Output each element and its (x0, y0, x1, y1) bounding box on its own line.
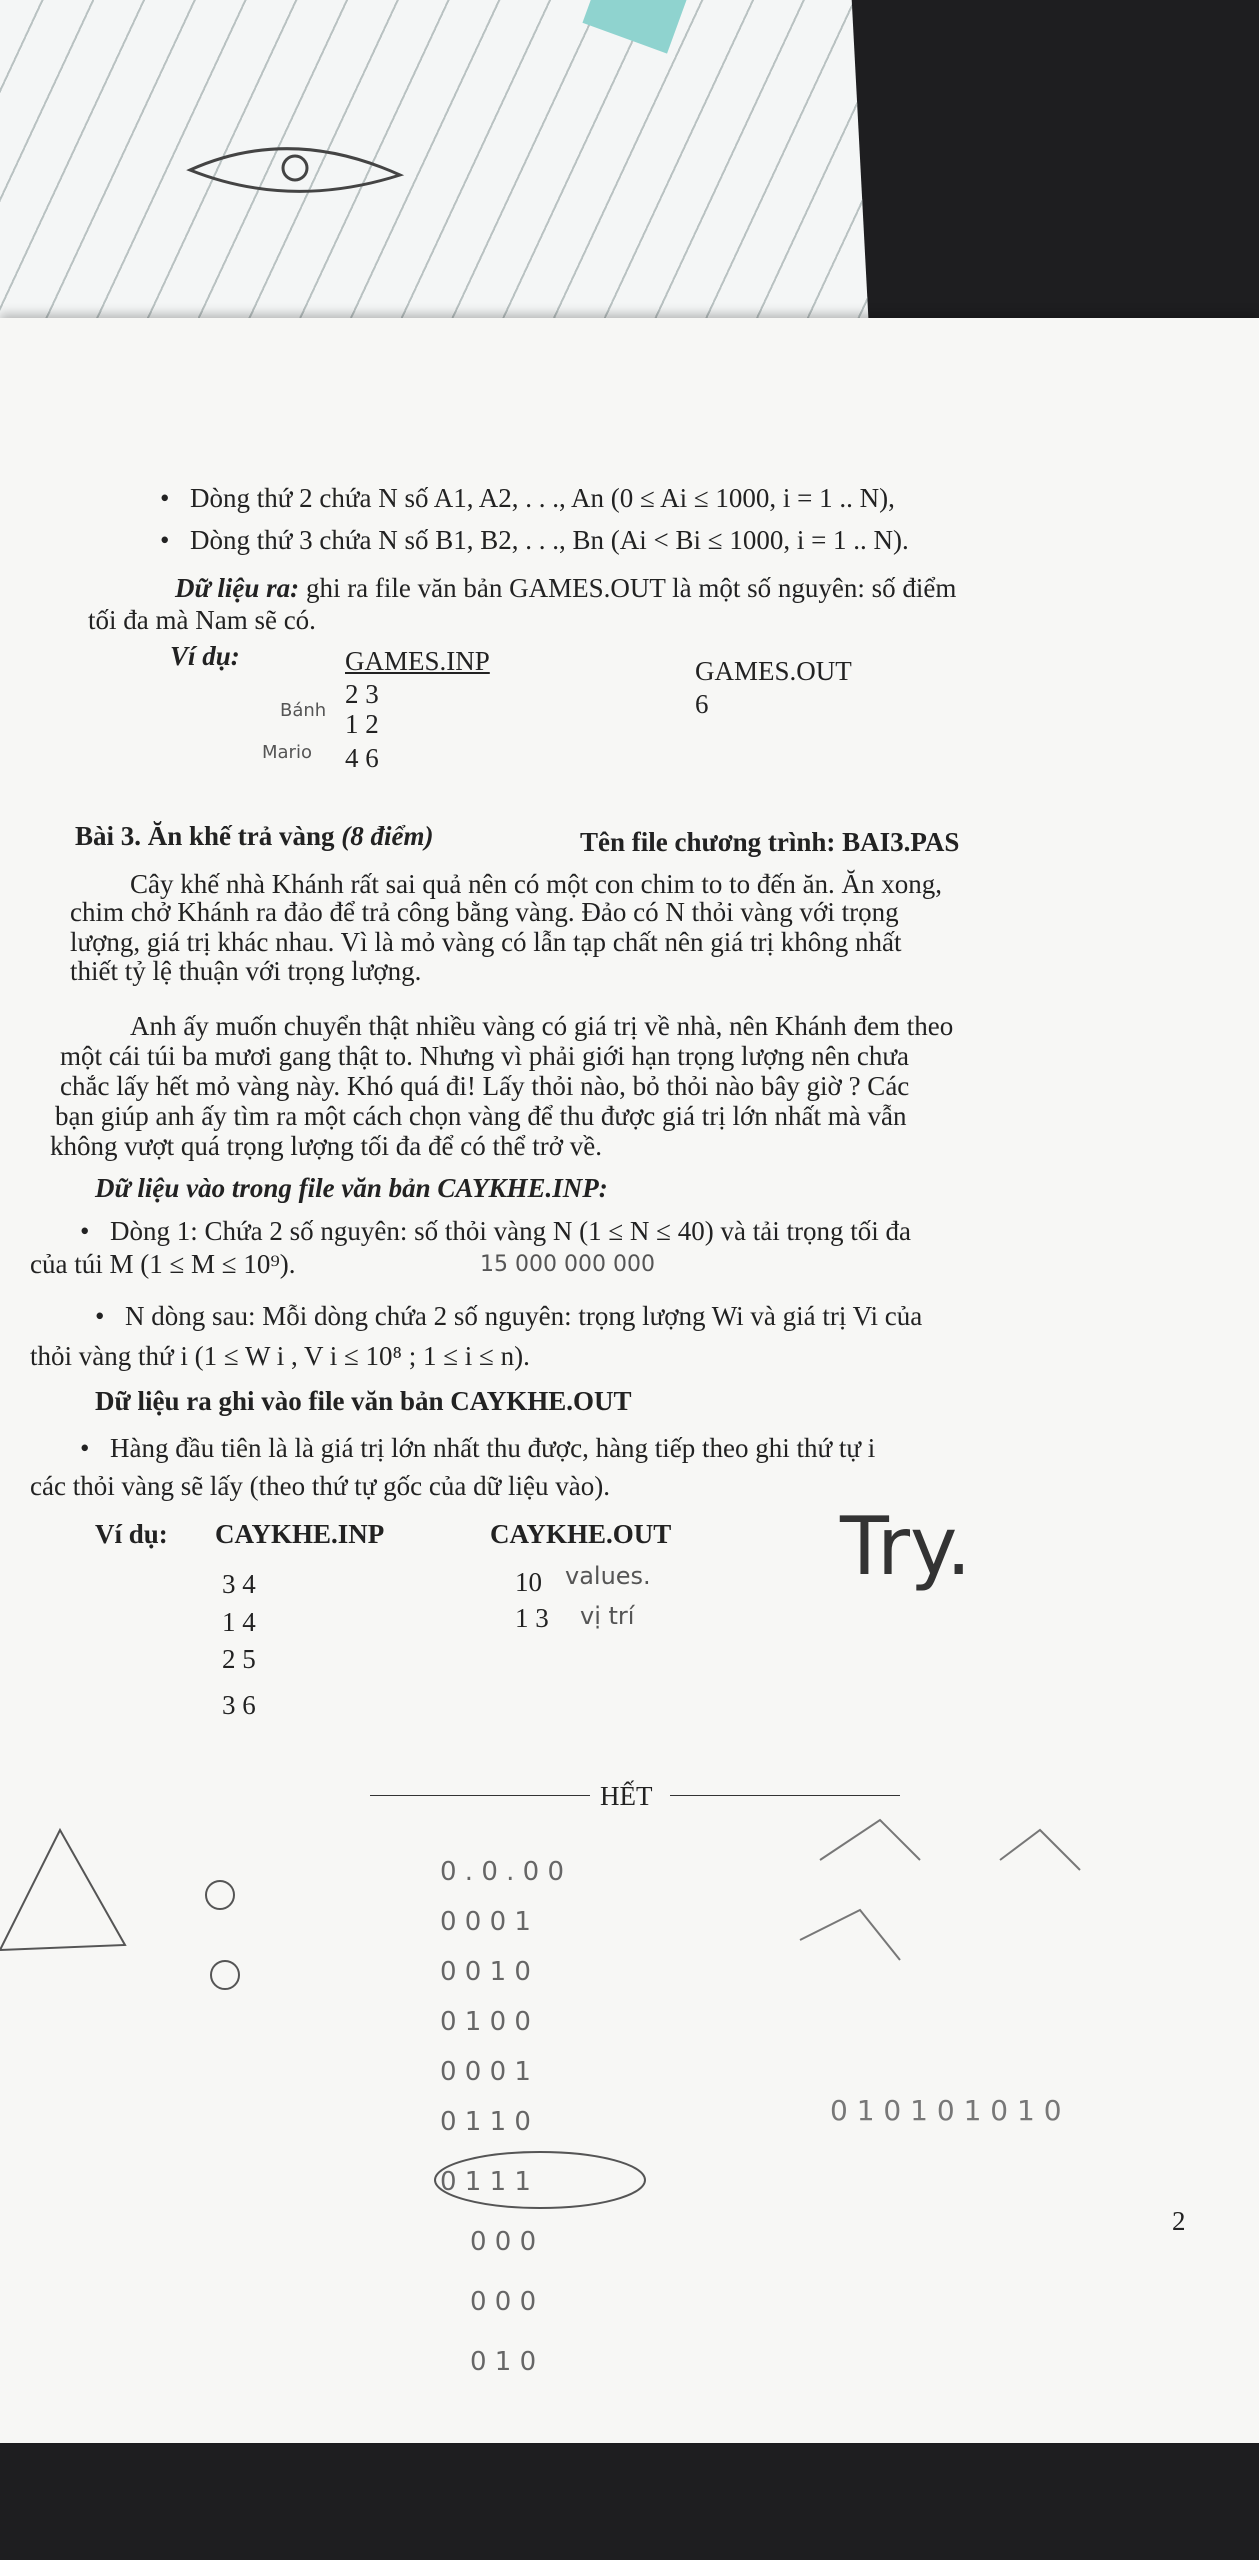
para1-line: Cây khế nhà Khánh rất sai quả nên có một con chim to to đến ăn. Ăn xong, (130, 869, 943, 899)
para2-line: chắc lấy hết mỏ vàng này. Khó quá đi! Lấy thỏi nào, bỏ thỏi nào bây giờ ? Các (60, 1071, 910, 1101)
output-label: Dữ liệu ra: (175, 573, 300, 603)
eye-doodle (180, 130, 420, 210)
svg-text:0 1 0 0: 0 1 0 0 (440, 2007, 531, 2037)
svg-text:0 . 0 . 0 0: 0 . 0 . 0 0 (440, 1857, 565, 1887)
handwritten-note: Bánh (280, 700, 327, 721)
handwritten-try: Try. (840, 1500, 972, 1593)
svg-text:0 0 0 1: 0 0 0 1 (440, 2057, 531, 2087)
caykhe-inp-line: 3 6 (222, 1690, 256, 1720)
games-inp-line: 2 3 (345, 679, 379, 709)
caykhe-inp-line: 1 4 (222, 1607, 256, 1637)
output-heading: Dữ liệu ra ghi vào file văn bản CAYKHE.OUT (95, 1386, 632, 1416)
output-line: • Hàng đầu tiên là là giá trị lớn nhất thu được, hàng tiếp theo ghi thứ tự i (110, 1432, 875, 1464)
input-line: • N dòng sau: Mỗi dòng chứa 2 số nguyên: trọng lượng Wi và giá trị Vi của (125, 1300, 922, 1332)
divider (370, 1795, 590, 1796)
bai3-title: Bài 3. Ăn khế trả vàng (75, 821, 335, 851)
para1-line: chim chở Khánh ra đảo để trả công bằng vàng. Đảo có N thỏi vàng với trọng (70, 897, 899, 927)
example-label: Ví dụ: (170, 641, 240, 671)
input-line: • Dòng 1: Chứa 2 số nguyên: số thỏi vàng N (1 ≤ N ≤ 40) và tải trọng tối đa (110, 1215, 911, 1247)
para2-line: không vượt quá trọng lượng tối đa để có thể trở về. (50, 1131, 602, 1161)
caykhe-inp-line: 2 5 (222, 1644, 256, 1674)
svg-text:0 1 1 0: 0 1 1 0 (440, 2107, 531, 2137)
input-heading: Dữ liệu vào trong file văn bản CAYKHE.INP: (95, 1173, 608, 1203)
para2-line: bạn giúp anh ấy tìm ra một cách chọn vàng để thu được giá trị lớn nhất mà vẫn (55, 1101, 907, 1131)
end-marker: HẾT (600, 1781, 653, 1811)
output-text: ghi ra file văn bản GAMES.OUT là một số nguyên: số điểm (305, 573, 957, 603)
bai3-points: (8 điểm) (341, 821, 434, 851)
handwritten-note: values. (565, 1562, 651, 1590)
page-number: 2 (1172, 2206, 1186, 2236)
para2-line: Anh ấy muốn chuyển thật nhiều vàng có giá trị về nhà, nên Khánh đem theo (130, 1011, 954, 1041)
pencil-scribbles (0, 1800, 1259, 2440)
games-inp-title: GAMES.INP (345, 646, 490, 676)
games-inp-line: 1 2 (345, 709, 379, 739)
svg-text:0 0 0: 0 0 0 (470, 2227, 537, 2257)
line-3: • Dòng thứ 3 chứa N số B1, B2, . . ., Bn (Ai < Bi ≤ 1000, i = 1 .. N). (190, 524, 909, 556)
input-line: của túi M (1 ≤ M ≤ 10⁹). (30, 1249, 296, 1279)
games-out-title: GAMES.OUT (695, 656, 852, 686)
caykhe-out-line: 1 3 (515, 1603, 549, 1633)
divider (670, 1795, 900, 1796)
svg-text:0 1 0: 0 1 0 (470, 2347, 537, 2377)
para1-line: thiết tỷ lệ thuận với trọng lượng. (70, 956, 422, 986)
handwritten-note: 15 000 000 000 (480, 1252, 655, 1277)
svg-text:0 0 0: 0 0 0 (470, 2287, 537, 2317)
output-text-2: tối đa mà Nam sẽ có. (88, 605, 316, 635)
caykhe-inp-line: 3 4 (222, 1569, 256, 1599)
svg-text:0 1 0 1 0 1 0 1 0: 0 1 0 1 0 1 0 1 0 (830, 2094, 1062, 2127)
caykhe-out-title: CAYKHE.OUT (490, 1519, 672, 1549)
handwritten-note: Mario (262, 742, 312, 763)
line-2: • Dòng thứ 2 chứa N số A1, A2, . . ., An (0 ≤ Ai ≤ 1000, i = 1 .. N), (190, 482, 895, 514)
caykhe-inp-title: CAYKHE.INP (215, 1519, 385, 1549)
example-label: Ví dụ: (95, 1519, 168, 1549)
svg-text:0 0 1 0: 0 0 1 0 (440, 1957, 531, 1987)
svg-text:0 0 0 1: 0 0 0 1 (440, 1907, 531, 1937)
para2-line: một cái túi ba mươi gang thật to. Nhưng vì phải giới hạn trọng lượng nên chưa (60, 1041, 909, 1071)
caykhe-out-line: 10 (515, 1567, 542, 1597)
handwritten-note: vị trí (580, 1602, 635, 1630)
bai3-file-label: Tên file chương trình: BAI3.PAS (580, 827, 960, 857)
svg-text:0 1 1 1: 0 1 1 1 (440, 2167, 531, 2197)
games-inp-line: 4 6 (345, 743, 379, 773)
games-out-line: 6 (695, 689, 709, 719)
input-line: thỏi vàng thứ i (1 ≤ W i , V i ≤ 10⁸ ; 1 ≤ i ≤ n). (30, 1341, 530, 1371)
output-line: các thỏi vàng sẽ lấy (theo thứ tự gốc của dữ liệu vào). (30, 1471, 610, 1501)
para1-line: lượng, giá trị khác nhau. Vì là mỏ vàng có lẫn tạp chất nên giá trị không nhất (70, 927, 902, 957)
